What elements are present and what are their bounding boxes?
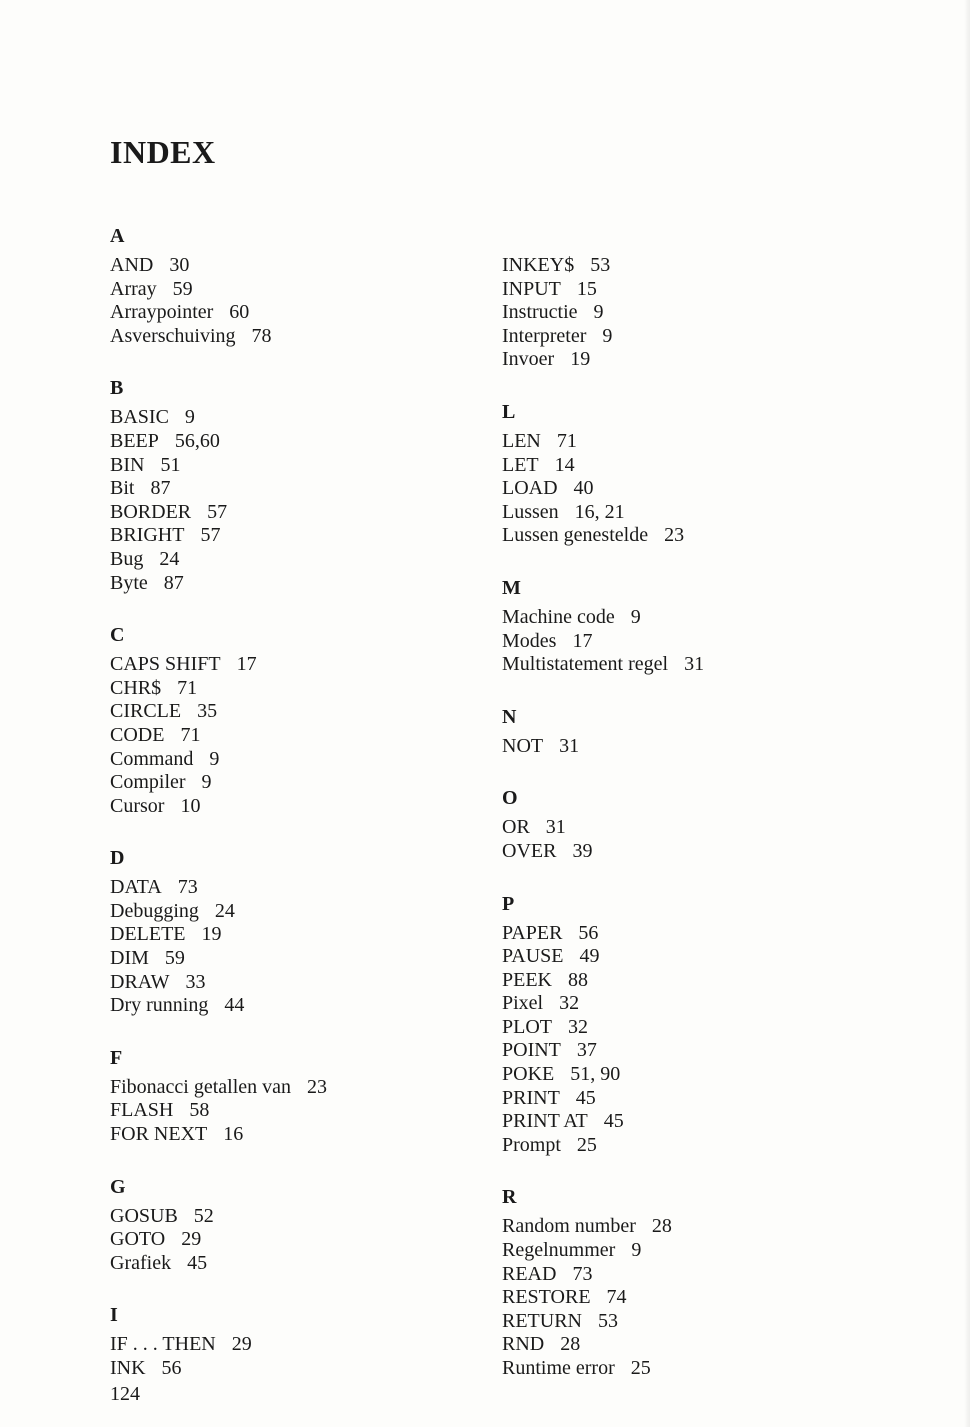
index-entry (110, 254, 490, 278)
index-page-ref: 14 (554, 453, 575, 476)
index-entry (502, 430, 882, 454)
index-term: BORDER (110, 500, 192, 523)
index-page-ref: 9 (593, 301, 604, 324)
index-page-ref: 39 (572, 839, 593, 862)
index-entry (110, 1252, 490, 1276)
index-term: PLOT (502, 1015, 552, 1038)
index-term: INK (110, 1357, 146, 1379)
index-page-ref: 45 (603, 1110, 624, 1133)
index-entry (110, 971, 490, 995)
index-term: OVER (502, 839, 557, 862)
index-page-ref: 88 (568, 968, 588, 991)
index-page-ref: 19 (201, 923, 222, 946)
index-term: Instructie (502, 301, 578, 324)
index-page-ref: 9 (630, 605, 641, 628)
index-entry (502, 735, 882, 759)
index-term: CODE (110, 723, 165, 746)
index-page-ref: 74 (606, 1286, 627, 1309)
index-entry (110, 748, 490, 772)
index-entry (502, 1239, 882, 1263)
index-entry (502, 922, 882, 946)
index-term: IF . . . THEN (110, 1333, 216, 1356)
index-entry (502, 477, 882, 501)
index-term: FLASH (110, 1099, 174, 1122)
index-page-ref: 52 (193, 1204, 214, 1227)
index-section (502, 892, 882, 1158)
index-page-ref: 23 (307, 1075, 328, 1098)
index-page-ref: 32 (568, 1015, 588, 1038)
index-page-ref: 56 (161, 1357, 182, 1379)
index-term: RESTORE (502, 1286, 591, 1309)
index-entry (502, 606, 882, 630)
index-entry (110, 548, 490, 572)
index-page-ref: 31 (545, 816, 566, 839)
index-term: NOT (502, 734, 544, 757)
index-term: Dry running (110, 994, 209, 1017)
index-term: DELETE (110, 923, 186, 946)
index-term: Pixel (502, 992, 544, 1015)
index-term: PRINT AT (502, 1110, 588, 1133)
index-term: Asverschuiving (110, 324, 236, 347)
index-entry (110, 900, 490, 924)
index-page-ref: 40 (573, 477, 594, 500)
section-letter: G (110, 1175, 126, 1198)
index-entry (110, 947, 490, 971)
index-entry (502, 969, 882, 993)
index-entry (110, 724, 490, 748)
index-entry (110, 1099, 490, 1123)
index-entry (502, 1333, 882, 1357)
section-letter: F (110, 1046, 123, 1069)
index-term: Byte (110, 571, 148, 594)
index-page-ref: 19 (570, 348, 591, 371)
index-entry (110, 572, 490, 596)
index-entry (502, 1134, 882, 1158)
section-letter: D (110, 847, 125, 870)
index-page-ref: 59 (172, 277, 193, 300)
index-column-left (110, 224, 490, 1409)
index-entry (110, 454, 490, 478)
index-term: Cursor (110, 794, 165, 817)
index-entry (110, 1205, 490, 1229)
index-page-ref: 60 (229, 301, 250, 324)
index-page-ref: 28 (560, 1333, 581, 1356)
index-page-ref: 49 (579, 945, 600, 968)
index-entry (502, 1110, 882, 1134)
index-page-ref: 57 (207, 500, 228, 523)
index-page-ref: 73 (177, 876, 198, 899)
index-entry (502, 1016, 882, 1040)
index-section (502, 576, 882, 677)
index-entry (502, 1039, 882, 1063)
index-page-ref: 57 (200, 524, 221, 547)
index-entry (110, 477, 490, 501)
index-entry (110, 1123, 490, 1147)
index-term: Arraypointer (110, 301, 214, 324)
page-number: 124 (110, 1383, 140, 1405)
index-page-ref: 45 (187, 1251, 208, 1274)
index-entry (502, 1087, 882, 1111)
section-letter: P (502, 892, 515, 915)
index-term: PEEK (502, 968, 552, 991)
index-term: POINT (502, 1039, 561, 1062)
index-entry (502, 254, 882, 278)
index-page-ref: 59 (164, 947, 185, 970)
index-term: PRINT (502, 1086, 560, 1109)
index-section (110, 846, 490, 1018)
index-term: Random number (502, 1215, 636, 1238)
index-term: Grafiek (110, 1251, 172, 1274)
index-column-right (502, 254, 882, 1409)
page-edge-shadow (964, 0, 970, 1427)
index-term: POKE (502, 1063, 555, 1086)
index-term: DRAW (110, 970, 170, 993)
index-entry (110, 325, 490, 349)
index-entry (110, 501, 490, 525)
index-page-ref: 17 (572, 629, 593, 652)
index-entry (502, 840, 882, 864)
index-section (110, 623, 490, 818)
index-entry (502, 1310, 882, 1334)
index-page-ref: 10 (180, 794, 201, 817)
index-term: CIRCLE (110, 700, 182, 723)
index-term: BASIC (110, 406, 169, 429)
index-term: FOR NEXT (110, 1123, 208, 1146)
index-term: Command (110, 747, 194, 770)
index-entry (502, 524, 882, 548)
index-term: Compiler (110, 771, 186, 794)
index-term: Interpreter (502, 324, 587, 347)
index-term: Machine code (502, 605, 615, 628)
index-term: INKEY$ (502, 254, 575, 276)
index-page-ref: 87 (150, 477, 171, 500)
index-term: GOSUB (110, 1204, 178, 1227)
index-term: CHR$ (110, 676, 162, 699)
index-term: AND (110, 254, 154, 276)
index-section (110, 224, 490, 348)
index-entry (110, 1228, 490, 1252)
index-entry (110, 923, 490, 947)
section-letter: A (110, 225, 125, 247)
index-section (502, 705, 882, 759)
index-page-ref: 24 (214, 899, 235, 922)
index-page-ref: 28 (651, 1215, 672, 1238)
index-entry (110, 677, 490, 701)
index-entry (502, 325, 882, 349)
index-term: LOAD (502, 477, 558, 500)
index-term: DATA (110, 876, 162, 899)
index-page-ref: 51, 90 (570, 1063, 621, 1086)
index-section (110, 376, 490, 595)
index-section (110, 1303, 490, 1380)
index-entry (502, 945, 882, 969)
index-term: DIM (110, 947, 149, 970)
index-page-ref: 16 (223, 1123, 244, 1146)
index-entry (502, 1357, 882, 1381)
index-page-ref: 44 (224, 994, 245, 1017)
index-page-ref: 9 (201, 771, 212, 794)
index-page-ref: 87 (163, 571, 184, 594)
index-page-ref: 31 (684, 653, 705, 676)
index-term: READ (502, 1262, 557, 1285)
index-term: CAPS SHIFT (110, 653, 221, 676)
section-letter: L (502, 400, 516, 423)
index-page-ref: 78 (251, 324, 272, 347)
index-entry (502, 1286, 882, 1310)
index-entry (110, 700, 490, 724)
index-term: Array (110, 277, 157, 300)
section-letter: I (110, 1304, 118, 1327)
index-page-ref: 58 (189, 1099, 210, 1122)
index-entry (502, 1215, 882, 1239)
section-letter: N (502, 705, 517, 728)
index-page-ref: 37 (576, 1039, 597, 1062)
index-section (502, 254, 882, 372)
index-entry (110, 406, 490, 430)
index-term: INPUT (502, 277, 561, 300)
index-page-ref: 53 (598, 1309, 618, 1332)
index-entry (110, 278, 490, 302)
index-entry (502, 653, 882, 677)
index-entry (502, 1063, 882, 1087)
index-term: BIN (110, 453, 145, 476)
index-page-ref: 23 (664, 524, 685, 547)
index-section (110, 1175, 490, 1276)
index-page-ref: 25 (630, 1357, 651, 1379)
index-section (502, 786, 882, 863)
index-page-ref: 24 (159, 547, 180, 570)
index-entry (110, 1333, 490, 1357)
index-page-ref: 16, 21 (574, 500, 625, 523)
index-page-ref: 71 (556, 429, 577, 452)
index-entry (502, 278, 882, 302)
index-page-ref: 31 (559, 734, 580, 757)
index-entry (110, 430, 490, 454)
index-entry (110, 994, 490, 1018)
index-page-ref: 56,60 (174, 429, 220, 452)
section-letter: R (502, 1186, 517, 1209)
index-entry (502, 1263, 882, 1287)
index-entry (110, 1076, 490, 1100)
section-letter: B (110, 377, 124, 400)
index-term: Modes (502, 629, 557, 652)
index-term: Lussen (502, 500, 559, 523)
index-term: Bit (110, 477, 135, 500)
index-entry (502, 348, 882, 372)
index-term: Runtime error (502, 1357, 615, 1379)
index-term: OR (502, 816, 530, 839)
page-title: INDEX (110, 134, 216, 170)
index-entry (502, 301, 882, 325)
index-entry (110, 771, 490, 795)
index-entry (502, 992, 882, 1016)
index-term: LEN (502, 429, 541, 452)
index-term: LET (502, 453, 539, 476)
index-page-ref: 71 (180, 723, 201, 746)
index-entry (110, 653, 490, 677)
index-page-ref: 15 (576, 277, 597, 300)
index-section (502, 1185, 882, 1380)
index-entry (110, 524, 490, 548)
index-section (110, 1046, 490, 1147)
index-page-ref: 45 (575, 1086, 596, 1109)
index-term: GOTO (110, 1228, 166, 1251)
index-entry (502, 630, 882, 654)
index-page-ref: 71 (177, 676, 198, 699)
index-page-ref: 29 (231, 1333, 252, 1356)
index-term: Fibonacci getallen van (110, 1075, 292, 1098)
section-letter: C (110, 624, 125, 647)
index-term: Regelnummer (502, 1239, 616, 1262)
index-page-ref: 33 (185, 970, 206, 993)
index-page-ref: 17 (236, 653, 257, 676)
index-page-ref: 25 (576, 1133, 597, 1156)
index-entry (502, 501, 882, 525)
index-entry (502, 816, 882, 840)
index-term: RND (502, 1333, 545, 1356)
index-term: Bug (110, 547, 144, 570)
index-page-ref: 56 (578, 921, 599, 944)
index-page-ref: 73 (572, 1262, 593, 1285)
index-page-ref: 9 (209, 747, 220, 770)
index-entry (110, 1357, 490, 1381)
index-page-ref: 9 (184, 406, 195, 429)
index-entry (502, 454, 882, 478)
index-term: Prompt (502, 1133, 561, 1156)
index-term: BEEP (110, 429, 159, 452)
index-entry (110, 795, 490, 819)
index-term: PAUSE (502, 945, 564, 968)
index-term: Multistatement regel (502, 653, 669, 676)
index-entry (110, 301, 490, 325)
index-section (502, 400, 882, 548)
index-page-ref: 53 (590, 254, 611, 276)
section-letter: M (502, 576, 521, 599)
index-term: RETURN (502, 1309, 582, 1332)
index-term: Lussen genestelde (502, 524, 649, 547)
index-entry (110, 876, 490, 900)
index-page-ref: 9 (602, 324, 613, 347)
index-page-ref: 32 (559, 992, 580, 1015)
index-page-ref: 9 (631, 1239, 642, 1262)
index-page-ref: 30 (169, 254, 190, 276)
index-term: BRIGHT (110, 524, 185, 547)
index-page-ref: 35 (197, 700, 218, 723)
index-term: PAPER (502, 921, 563, 944)
index-term: Debugging (110, 899, 199, 922)
index-term: Invoer (502, 348, 555, 371)
index-page-ref: 51 (160, 453, 181, 476)
section-letter: O (502, 787, 518, 810)
index-page-ref: 29 (181, 1228, 202, 1251)
